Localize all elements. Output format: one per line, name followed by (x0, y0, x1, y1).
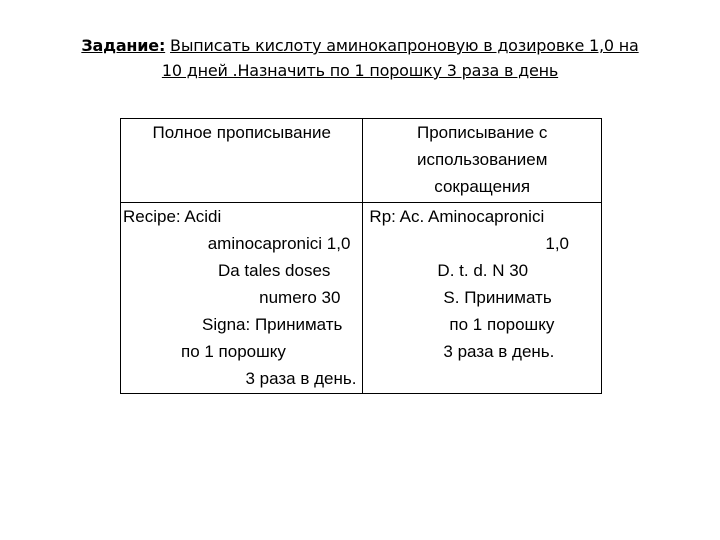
header-full-prescription (121, 119, 363, 203)
task-statement (30, 33, 690, 83)
short-prescription-line: D. t. d. N 30 (437, 261, 529, 280)
header-short-line: сокращения (434, 177, 531, 196)
header-full-label: Полное прописывание (152, 123, 331, 142)
task-line-1 (30, 33, 690, 58)
full-prescription-line: aminocapronici 1,0 (207, 234, 351, 253)
short-prescription-cell (363, 203, 602, 394)
task-label: Задание: (81, 36, 166, 55)
header-short-line: использованием (416, 150, 548, 169)
task-text-line-1: Выписать кислоту аминокапроновую в дозировке 1,0 на (170, 36, 639, 55)
full-prescription-line: numero 30 (259, 288, 341, 307)
short-prescription-line: по 1 порошку (449, 315, 555, 334)
table-header-row (121, 119, 602, 203)
short-prescription-line: S. Принимать (443, 288, 552, 307)
short-prescription-line: Rp: Ac. Aminocapronici (369, 207, 545, 226)
table-body-row (121, 203, 602, 394)
full-prescription-cell (121, 203, 363, 394)
header-short-prescription (363, 119, 602, 203)
header-short-line: Прописывание с (417, 123, 548, 142)
full-prescription-line: Recipe: Acidi (123, 207, 222, 226)
full-prescription-line: по 1 порошку (181, 342, 286, 361)
short-prescription-line: 3 раза в день. (443, 342, 555, 361)
full-prescription-line: Da tales doses (217, 261, 331, 280)
short-prescription-line: 1,0 (545, 234, 569, 253)
task-text-line-2: 10 дней .Назначить по 1 порошку 3 раза в день (161, 61, 559, 80)
task-line-2 (30, 58, 690, 83)
full-prescription-line: Signa: Принимать (202, 315, 343, 334)
prescription-table (120, 118, 602, 394)
full-prescription-line: 3 раза в день. (245, 369, 357, 388)
